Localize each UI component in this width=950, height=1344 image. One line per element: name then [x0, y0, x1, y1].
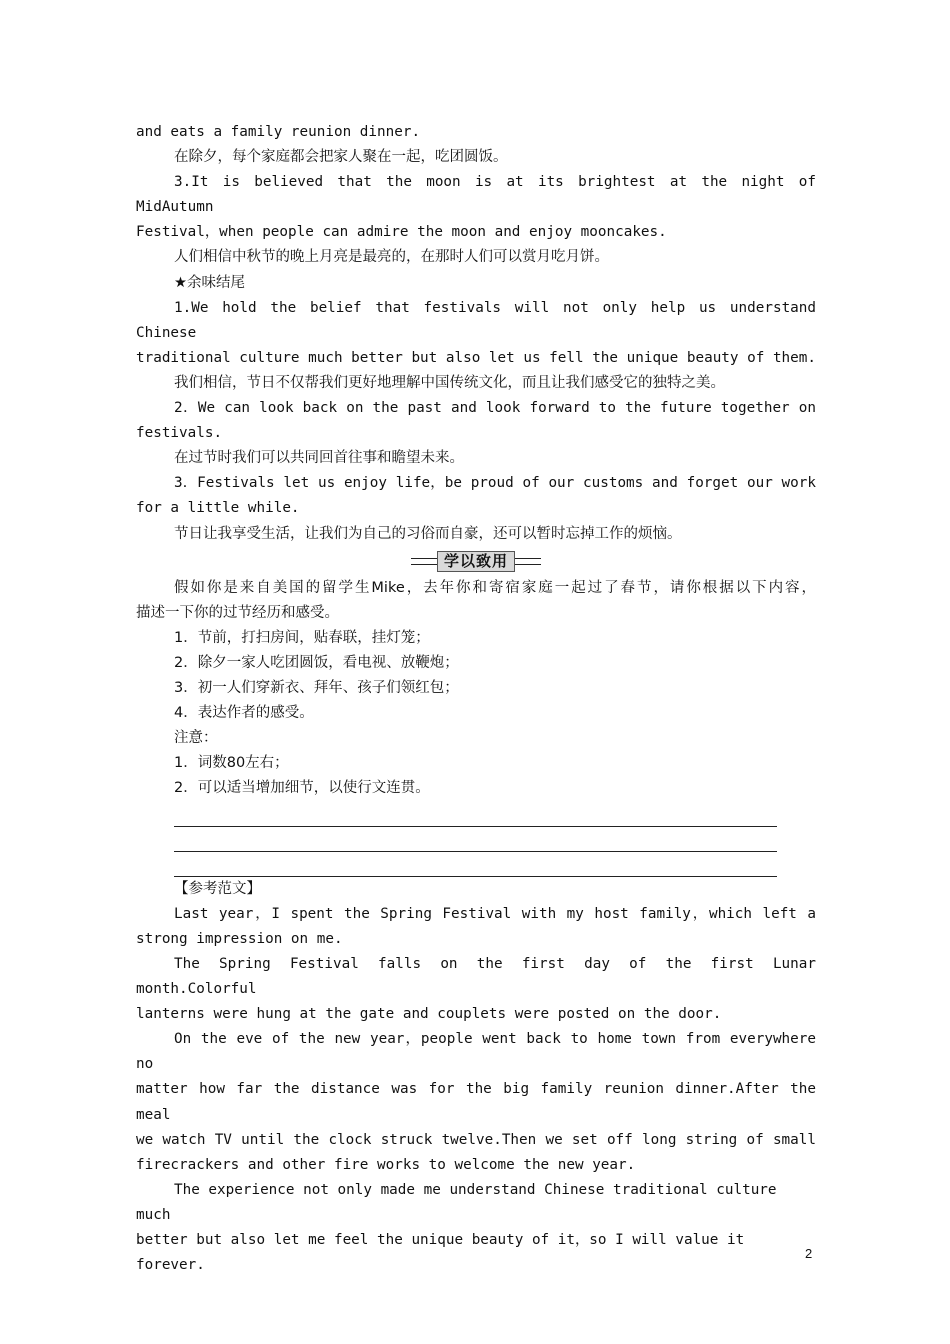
document-page: [136, 120, 825, 1278]
note-label: 注意：: [174, 730, 218, 747]
text-line: 3.It is believed that the moon is at its brightest at the night of MidAutumn: [136, 174, 825, 216]
note-item: 1．词数80左右；: [174, 755, 289, 772]
note-item: 2．可以适当增加细节，以使行文连贯。: [174, 780, 430, 797]
text-line: lanterns were hung at the gate and couplets were posted on the door.: [136, 1006, 722, 1023]
text-line: and eats a family reunion dinner.: [136, 124, 421, 140]
list-item: 4．表达作者的感受。: [174, 705, 314, 722]
heading-rule-right: [515, 558, 541, 565]
prompt-line: 假如你是来自美国的留学生Mike，去年你和寄宿家庭一起过了春节，请你根据以下内容，: [174, 579, 816, 596]
text-line: strong impression on me.: [136, 930, 343, 947]
text-line: Festival，when people can admire the moon and enjoy mooncakes.: [136, 224, 667, 241]
heading-rule-left: [411, 558, 437, 565]
text-line: Last year，I spent the Spring Festival with my host family，which left a: [174, 905, 816, 922]
text-line: matter how far the distance was for the big family reunion dinner.After the meal: [136, 1081, 825, 1123]
translation-line: 在过节时我们可以共同回首往事和瞻望未来。: [174, 450, 464, 467]
translation-line: 人们相信中秋节的晚上月亮是最亮的，在那时人们可以赏月吃月饼。: [174, 249, 609, 266]
text-line: we watch TV until the clock struck twelve.Then we set off long string of small: [136, 1131, 816, 1148]
translation-line: 节日让我享受生活，让我们为自己的习俗而自豪，还可以暂时忘掉工作的烦恼。: [174, 525, 682, 542]
sample-label: 【参考范文】: [174, 880, 261, 897]
text-line: The experience not only made me understand Chinese traditional culture much: [136, 1181, 786, 1223]
practice-title: 学以致用: [437, 551, 515, 572]
text-line: better but also let me feel the unique beauty of it，so I will value it forever.: [136, 1232, 753, 1274]
prompt-line: 描述一下你的过节经历和感受。: [136, 604, 339, 621]
text-line: On the eve of the new year，people went back to home town from everywhere no: [136, 1031, 825, 1073]
text-line: firecrackers and other fire works to welcome the new year.: [136, 1156, 636, 1173]
text-line: 2．We can look back on the past and look forward to the future together on: [174, 400, 816, 417]
list-item: 3．初一人们穿新衣、拜年、孩子们领红包；: [174, 679, 459, 696]
section-header-ending: ★余味结尾: [174, 274, 245, 291]
text-line: The Spring Festival falls on the first day of the first Lunar month.Colorful: [136, 956, 825, 998]
practice-heading: [136, 548, 816, 575]
list-item: 2．除夕一家人吃团圆饭，看电视、放鞭炮；: [174, 654, 459, 671]
answer-line: [136, 801, 816, 826]
text-line: for a little while.: [136, 500, 300, 517]
text-line: festivals.: [136, 425, 223, 442]
answer-line: [136, 827, 816, 852]
translation-line: 我们相信，节日不仅帮我们更好地理解中国传统文化，而且让我们感受它的独特之美。: [174, 374, 725, 391]
list-item: 1．节前，打扫房间，贴春联，挂灯笼；: [174, 629, 430, 646]
text-line: 1.We hold the belief that festivals will not only help us understand Chinese: [136, 299, 825, 341]
text-line: traditional culture much better but also let us fell the unique beauty of them.: [136, 349, 816, 366]
translation-line: 在除夕，每个家庭都会把家人聚在一起，吃团圆饭。: [174, 149, 508, 166]
answer-line: [136, 852, 816, 877]
page-number: 2: [805, 1246, 813, 1261]
text-line: 3．Festivals let us enjoy life，be proud of our customs and forget our work: [174, 475, 816, 492]
